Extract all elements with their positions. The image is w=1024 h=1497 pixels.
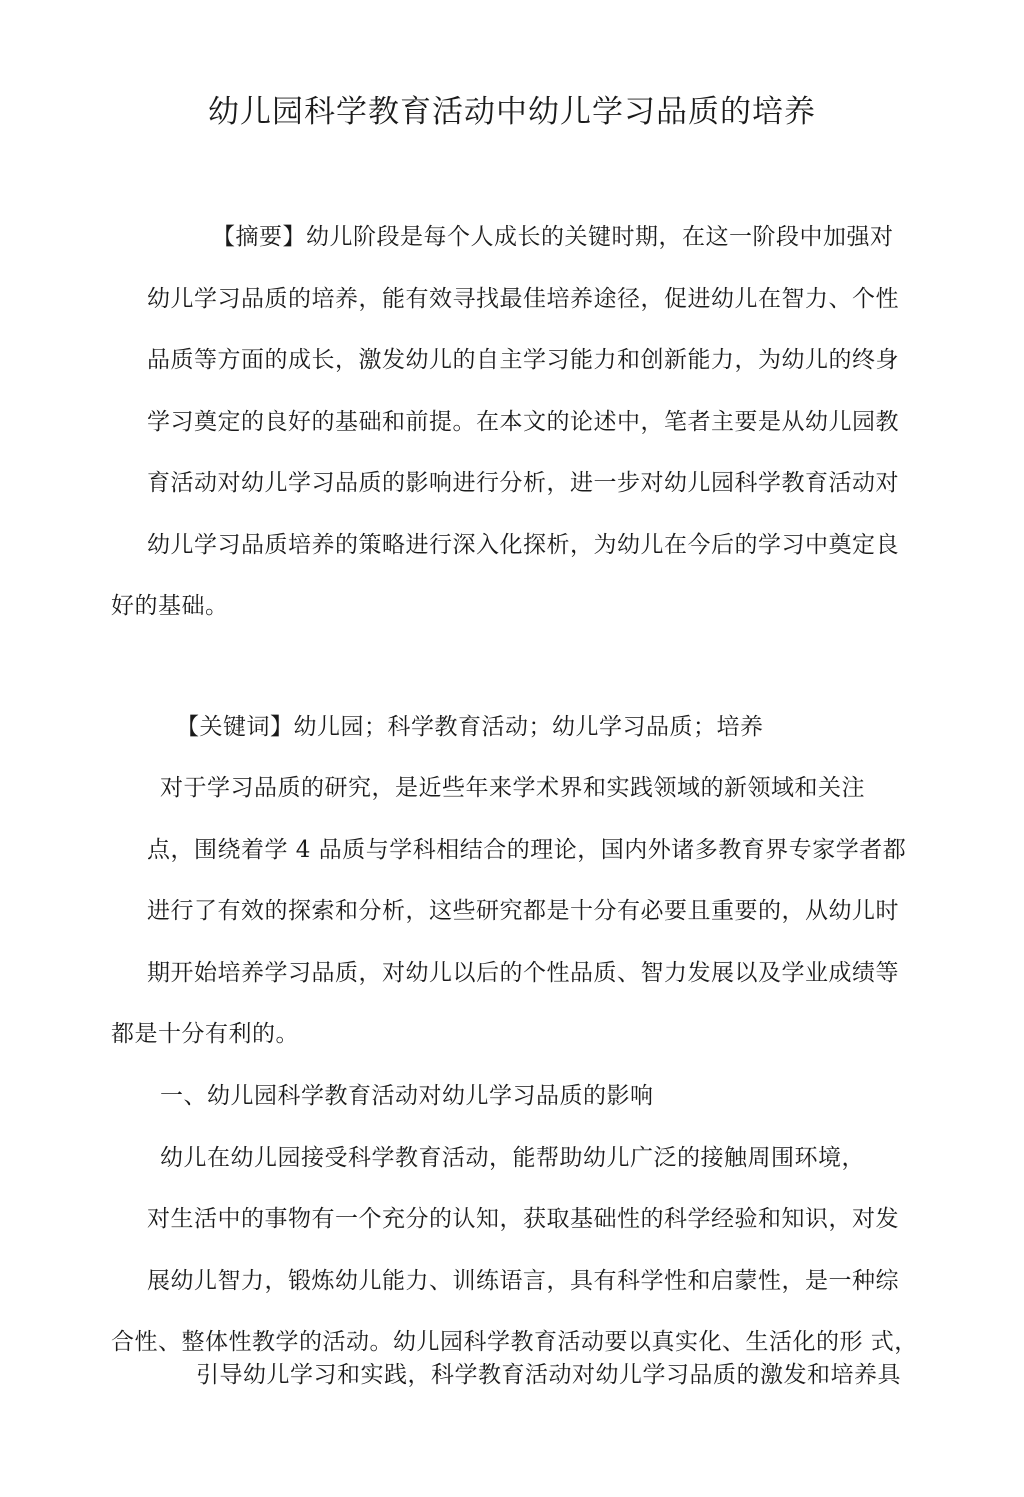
abstract-line: 【摘要】幼儿阶段是每个人成长的关键时期，在这一阶段中加强对	[212, 224, 894, 250]
intro-line: 期开始培养学习品质，对幼儿以后的个性品质、智力发展以及学业成绩等	[147, 960, 899, 986]
abstract-line: 育活动对幼儿学习品质的影响进行分析，进一步对幼儿园科学教育活动对	[147, 470, 899, 496]
section-line: 对生活中的事物有一个充分的认知，获取基础性的科学经验和知识，对发	[147, 1206, 899, 1232]
document-title: 幼儿园科学教育活动中幼儿学习品质的培养	[208, 94, 816, 130]
abstract-line: 幼儿学习品质的培养，能有效寻找最佳培养途径，促进幼儿在智力、个性	[147, 286, 899, 312]
section-line: 合性、整体性教学的活动。幼儿园科学教育活动要以真实化、生活化的形 式，	[111, 1329, 918, 1355]
section-line: 引导幼儿学习和实践，科学教育活动对幼儿学习品质的激发和培养具	[196, 1362, 901, 1388]
intro-line: 都是十分有利的。	[111, 1021, 299, 1047]
keywords-line: 【关键词】幼儿园；科学教育活动；幼儿学习品质；培养	[176, 714, 764, 740]
abstract-line: 品质等方面的成长，激发幼儿的自主学习能力和创新能力，为幼儿的终身	[147, 347, 899, 373]
abstract-line: 幼儿学习品质培养的策略进行深入化探析，为幼儿在今后的学习中奠定良	[147, 532, 899, 558]
section-heading: 一、幼儿园科学教育活动对幼儿学习品质的影响	[160, 1083, 654, 1109]
intro-line: 进行了有效的探索和分析，这些研究都是十分有必要且重要的，从幼儿时	[147, 898, 899, 924]
section-line: 幼儿在幼儿园接受科学教育活动，能帮助幼儿广泛的接触周围环境，	[160, 1145, 865, 1171]
intro-line: 点，围绕着学 4 品质与学科相结合的理论，国内外诸多教育界专家学者都	[147, 837, 907, 863]
intro-line: 对于学习品质的研究，是近些年来学术界和实践领域的新领域和关注	[160, 775, 865, 801]
abstract-line: 学习奠定的良好的基础和前提。在本文的论述中，笔者主要是从幼儿园教	[147, 409, 899, 435]
section-line: 展幼儿智力，锻炼幼儿能力、训练语言，具有科学性和启蒙性，是一种综	[147, 1268, 899, 1294]
abstract-line: 好的基础。	[111, 593, 229, 619]
